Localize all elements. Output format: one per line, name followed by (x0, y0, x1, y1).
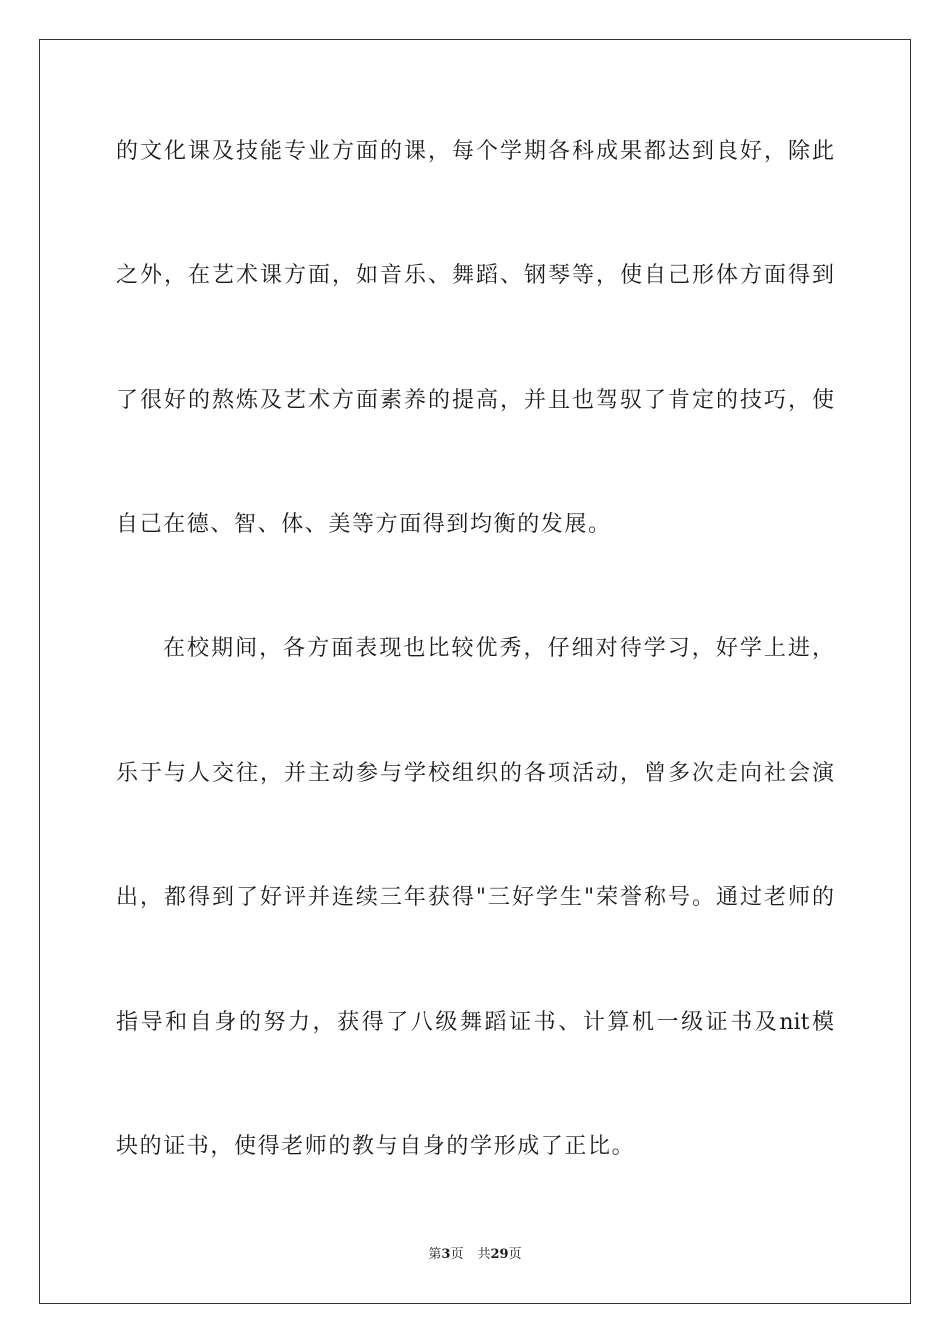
text-line-3: 了很好的熬炼及艺术方面素养的提高，并且也驾驭了肯定的技巧，使 (116, 388, 834, 413)
text-line-5: 在校期间，各方面表现也比较优秀，仔细对待学习，好学上进， (163, 636, 834, 661)
text-line-4: 自己在德、智、体、美等方面得到均衡的发展。 (116, 512, 612, 537)
page-number: 3 (441, 1247, 451, 1262)
text-line-6: 乐于与人交往，并主动参与学校组织的各项活动，曾多次走向社会演 (116, 761, 834, 786)
page-footer (0, 1246, 950, 1264)
text-line-8: 指导和自身的努力，获得了八级舞蹈证书、计算机一级证书及nit模 (116, 1010, 834, 1035)
total-prefix: 共 (477, 1247, 491, 1262)
page-prefix: 第 (428, 1247, 442, 1262)
text-line-7: 出，都得到了好评并连续三年获得"三好学生"荣誉称号。通过老师的 (116, 885, 834, 910)
page-suffix: 页 (450, 1247, 464, 1262)
total-pages: 29 (490, 1247, 509, 1262)
page-border (39, 39, 911, 1304)
total-suffix: 页 (508, 1247, 522, 1262)
text-line-2: 之外，在艺术课方面，如音乐、舞蹈、钢琴等，使自己形体方面得到 (116, 263, 834, 288)
text-line-1: 的文化课及技能专业方面的课，每个学期各科成果都达到良好，除此 (116, 139, 834, 164)
text-line-9: 块的证书，使得老师的教与自身的学形成了正比。 (116, 1134, 636, 1159)
